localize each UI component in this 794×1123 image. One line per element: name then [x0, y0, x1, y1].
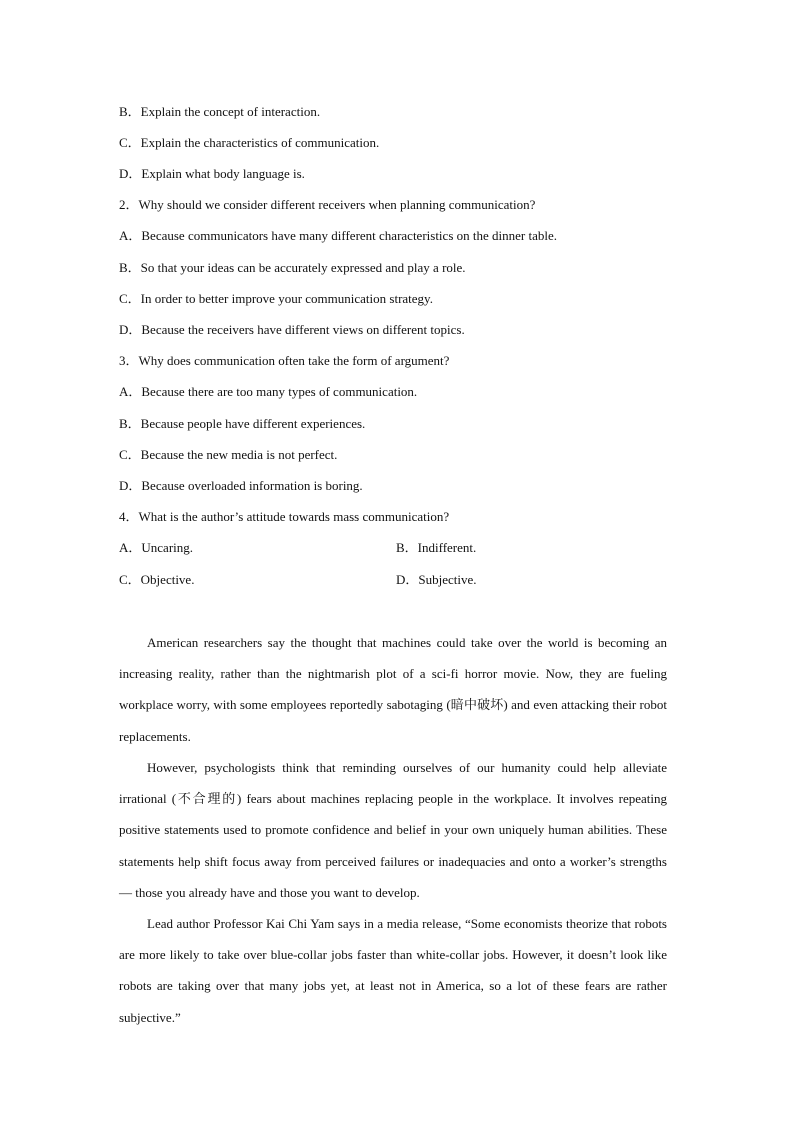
q2-option-b: B．So that your ideas can be accurately expressed and play a role.	[119, 260, 466, 275]
passage-paragraph-3-text: Lead author Professor Kai Chi Yam says in a media release, “Some economists theorize that robots are more likely to take over blue-collar jobs faster than white-collar jobs. However, it doesn’t look like robots are taking over that many jobs yet, at least not in America, so a lot of these fears are rather subjective.”	[119, 916, 667, 1025]
q3-option-b: B．Because people have different experiences.	[119, 416, 366, 431]
q2-option-d: D．Because the receivers have different views on different topics.	[119, 322, 465, 337]
q3-option-c: C．Because the new media is not perfect.	[119, 447, 338, 462]
q4-stem: 4．What is the author’s attitude towards mass communication?	[119, 509, 450, 524]
q3-option-a: A．Because there are too many types of communication.	[119, 384, 418, 399]
q1-option-b: B．Explain the concept of interaction.	[119, 104, 321, 119]
q4-option-a: A．Uncaring.	[119, 540, 194, 555]
q1-option-d: D．Explain what body language is.	[119, 166, 305, 181]
passage-paragraph-1	[119, 627, 667, 752]
passage-paragraph-2	[119, 752, 667, 908]
q1-option-c: C．Explain the characteristics of communication.	[119, 135, 380, 150]
q4-option-c: C．Objective.	[119, 572, 195, 587]
q4-option-b: B．Indifferent.	[396, 540, 477, 555]
q2-stem: 2．Why should we consider different receivers when planning communication?	[119, 197, 536, 212]
q3-stem: 3．Why does communication often take the form of argument?	[119, 353, 450, 368]
q2-option-a: A．Because communicators have many different characteristics on the dinner table.	[119, 228, 557, 243]
passage-paragraph-2-text: However, psychologists think that reminding ourselves of our humanity could help alleviate irrational (不合理的) fears about machines replacing people in the workplace. It involves repeating positive statements used to promote confidence and belief in your own uniquely human abilities. These statements help shift focus away from perceived failures or inadequacies and onto a worker’s strengths — those you already have and those you want to develop.	[119, 760, 667, 900]
passage-paragraph-3	[119, 908, 667, 1033]
q4-option-d: D．Subjective.	[396, 572, 477, 587]
q3-option-d: D．Because overloaded information is boring.	[119, 478, 363, 493]
q2-option-c: C．In order to better improve your communication strategy.	[119, 291, 433, 306]
passage-paragraph-1-text: American researchers say the thought that machines could take over the world is becoming an increasing reality, rather than the nightmarish plot of a sci-fi horror movie. Now, they are fueling workplace worry, with some employees reportedly sabotaging (暗中破坏) and even attacking their robot replacements.	[119, 635, 667, 744]
